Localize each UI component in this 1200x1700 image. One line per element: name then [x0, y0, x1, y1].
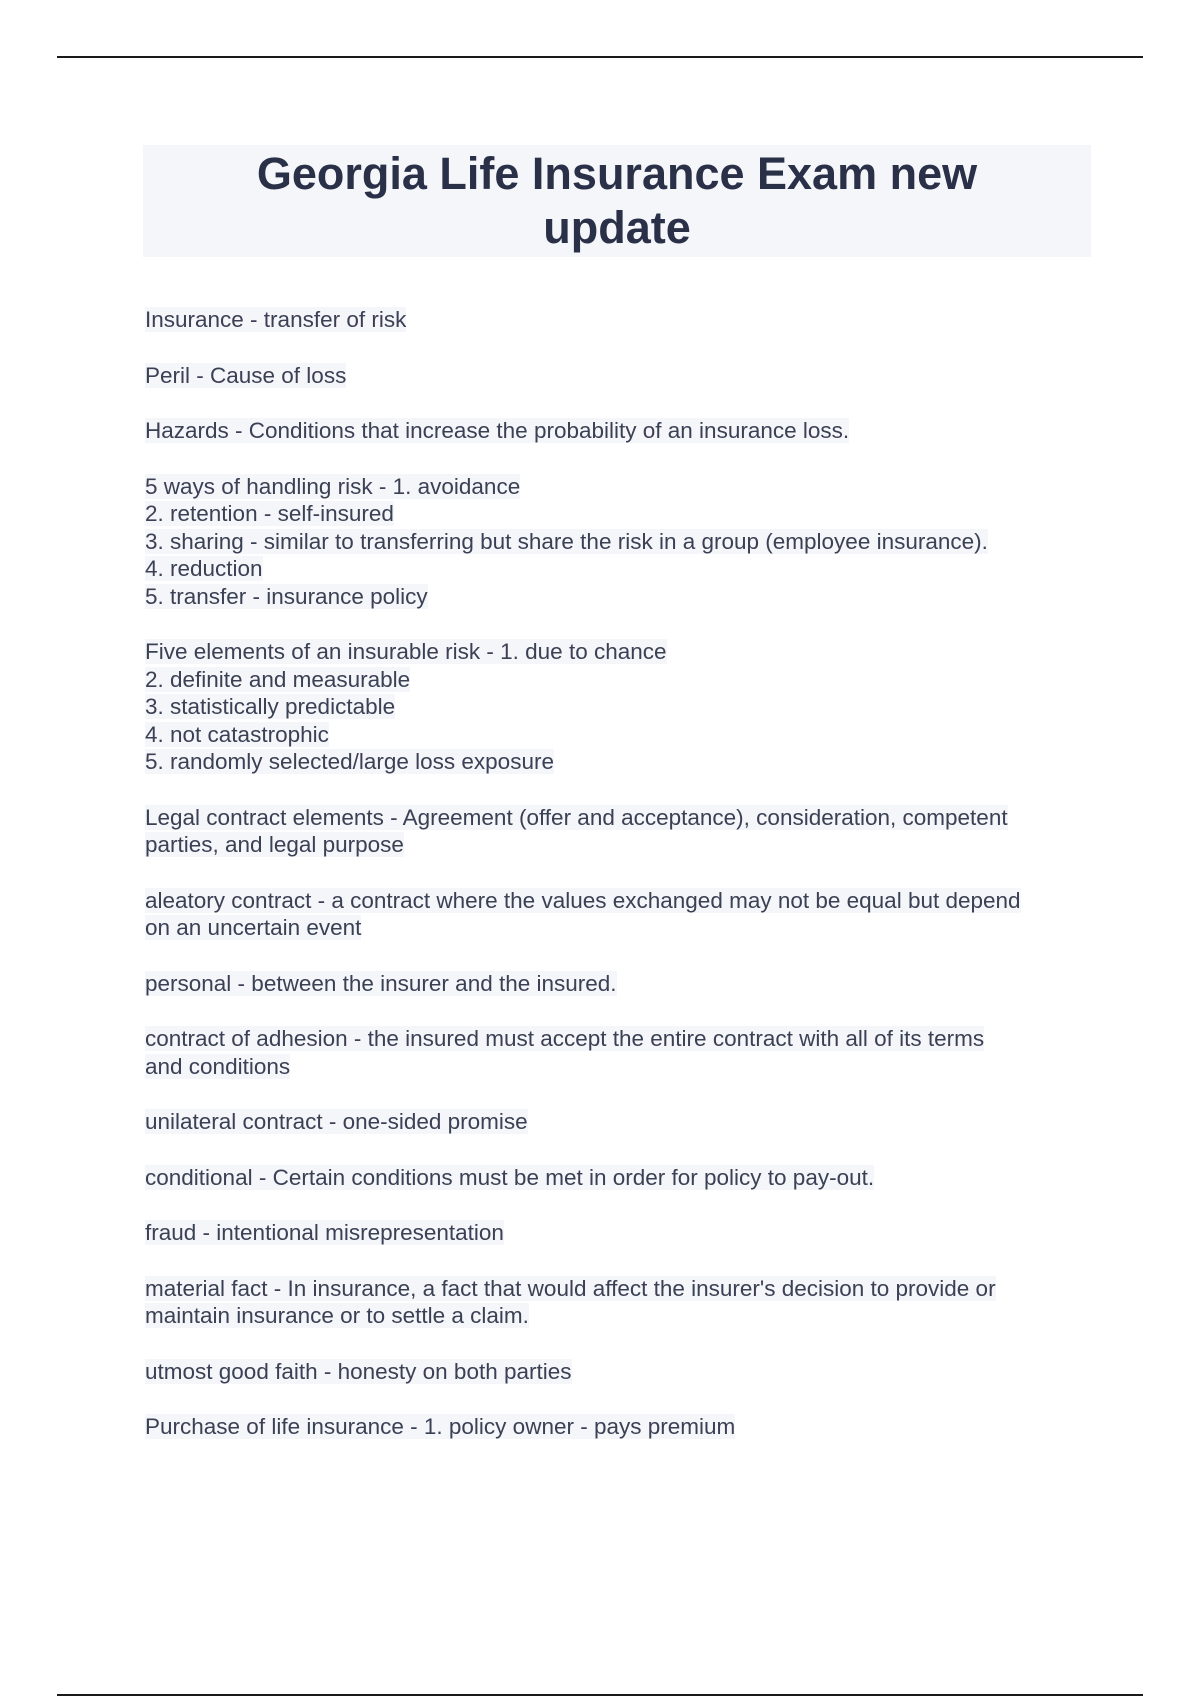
flashcard-line [145, 693, 1095, 721]
flashcard-entry [145, 1025, 1095, 1080]
flashcard-line-text: 5 ways of handling risk - 1. avoidance [145, 473, 521, 499]
flashcard-line-text: material fact - In insurance, a fact that would affect the insurer's decision to provide or [145, 1275, 996, 1301]
flashcard-line [145, 1302, 1095, 1330]
flashcard-line [145, 970, 1095, 998]
flashcard-line [145, 1413, 1095, 1441]
flashcard-line [145, 914, 1095, 942]
bottom-divider [57, 1694, 1143, 1696]
flashcard-line-text: 4. not catastrophic [145, 721, 329, 747]
flashcard-line [145, 528, 1095, 556]
flashcard-line [145, 666, 1095, 694]
flashcard-line-text: 2. definite and measurable [145, 666, 411, 692]
flashcard-line-text: 5. randomly selected/large loss exposure [145, 749, 554, 774]
flashcard-line-text: parties, and legal purpose [145, 832, 404, 857]
flashcard-line-text: 2. retention - self-insured [145, 501, 394, 526]
flashcard-line [145, 638, 1095, 666]
flashcard-line [145, 1108, 1095, 1136]
flashcard-line [145, 583, 1095, 611]
flashcard-entry [145, 1164, 1095, 1192]
flashcard-line [145, 1358, 1095, 1386]
flashcard-line-text: personal - between the insurer and the insured. [145, 970, 617, 996]
flashcard-entry [145, 1108, 1095, 1136]
flashcard-line-text: conditional - Certain conditions must be met in order for policy to pay-out. [145, 1164, 875, 1190]
flashcard-line-text: aleatory contract - a contract where the values exchanged may not be equal but depend [145, 887, 1021, 913]
flashcard-list [145, 306, 1095, 1469]
flashcard-line [145, 1053, 1095, 1081]
flashcard-line [145, 1275, 1095, 1303]
flashcard-entry [145, 1219, 1095, 1247]
flashcard-line [145, 887, 1095, 915]
flashcard-entry [145, 804, 1095, 859]
flashcard-line [145, 473, 1095, 501]
flashcard-line-text: Purchase of life insurance - 1. policy owner - pays premium [145, 1414, 736, 1439]
flashcard-line [145, 748, 1095, 776]
flashcard-line-text: Legal contract elements - Agreement (offer and acceptance), consideration, competent [145, 804, 1008, 830]
flashcard-line-text: unilateral contract - one-sided promise [145, 1109, 528, 1134]
document-title: Georgia Life Insurance Exam new update [256, 148, 978, 253]
flashcard-line [145, 306, 1095, 334]
top-divider [57, 56, 1143, 58]
flashcard-line [145, 1219, 1095, 1247]
flashcard-line-text: Peril - Cause of loss [145, 362, 347, 388]
flashcard-entry [145, 306, 1095, 334]
flashcard-line [145, 500, 1095, 528]
flashcard-line [145, 555, 1095, 583]
flashcard-line-text: Hazards - Conditions that increase the probability of an insurance loss. [145, 418, 850, 443]
flashcard-entry [145, 417, 1095, 445]
flashcard-line-text: fraud - intentional misrepresentation [145, 1220, 504, 1245]
flashcard-entry [145, 1275, 1095, 1330]
flashcard-line [145, 831, 1095, 859]
flashcard-line-text: 5. transfer - insurance policy [145, 583, 428, 609]
flashcard-line-text: utmost good faith - honesty on both parties [145, 1358, 572, 1384]
flashcard-entry [145, 887, 1095, 942]
flashcard-line [145, 417, 1095, 445]
title-banner [143, 145, 1091, 257]
flashcard-line-text: on an uncertain event [145, 915, 362, 940]
flashcard-line [145, 362, 1095, 390]
flashcard-entry [145, 638, 1095, 776]
flashcard-entry [145, 362, 1095, 390]
flashcard-entry [145, 970, 1095, 998]
flashcard-entry [145, 473, 1095, 611]
flashcard-entry [145, 1413, 1095, 1441]
flashcard-line-text: and conditions [145, 1053, 291, 1079]
flashcard-line [145, 1164, 1095, 1192]
flashcard-line-text: Five elements of an insurable risk - 1. due to chance [145, 639, 667, 664]
flashcard-line-text: 4. reduction [145, 556, 263, 581]
flashcard-line [145, 721, 1095, 749]
flashcard-line-text: 3. sharing - similar to transferring but share the risk in a group (employee insurance). [145, 528, 988, 554]
flashcard-line-text: maintain insurance or to settle a claim. [145, 1303, 529, 1328]
flashcard-line-text: Insurance - transfer of risk [145, 307, 407, 332]
flashcard-line-text: contract of adhesion - the insured must accept the entire contract with all of its terms [145, 1026, 985, 1051]
flashcard-line [145, 1025, 1095, 1053]
flashcard-line [145, 804, 1095, 832]
flashcard-line-text: 3. statistically predictable [145, 694, 396, 719]
flashcard-entry [145, 1358, 1095, 1386]
